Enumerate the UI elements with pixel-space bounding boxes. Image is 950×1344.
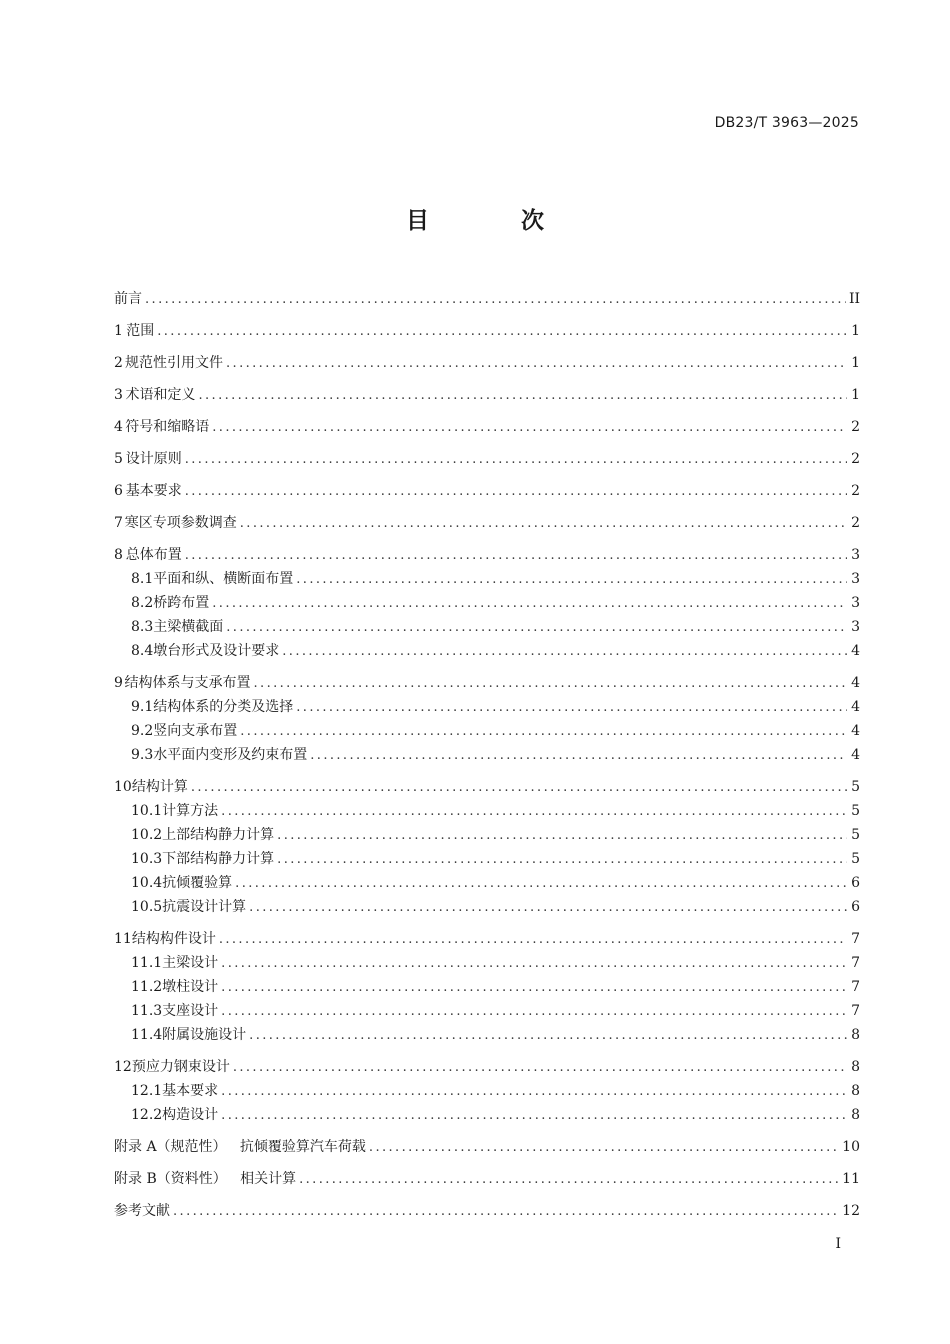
toc-entry[interactable]	[114, 447, 860, 471]
toc-entry[interactable]	[114, 975, 860, 999]
toc-entry-number: 12.2	[131, 1107, 163, 1123]
toc-dot-leader	[369, 1136, 839, 1160]
table-of-contents	[114, 287, 860, 1223]
toc-entry-page: 3	[851, 619, 860, 635]
toc-entry-page: 6	[851, 875, 860, 891]
toc-entry-page: 1	[851, 323, 860, 339]
toc-entry[interactable]	[114, 1055, 860, 1079]
toc-entry-page: 4	[851, 643, 860, 659]
toc-entry-number: 3	[114, 387, 123, 403]
toc-entry[interactable]	[114, 799, 860, 823]
toc-entry-number: 10.2	[131, 827, 163, 843]
toc-entry-page: 7	[851, 955, 860, 971]
toc-dot-leader	[310, 744, 847, 768]
toc-entry-label: 符号和缩略语	[125, 419, 210, 435]
toc-dot-leader	[235, 872, 847, 896]
toc-entry-number: 12.1	[131, 1083, 163, 1099]
toc-entry-page: 5	[851, 779, 860, 795]
toc-entry-number: 10.4	[131, 875, 163, 891]
toc-entry-number: 11.1	[131, 955, 163, 971]
toc-entry-label: 规范性引用文件	[125, 355, 223, 371]
toc-dot-leader	[226, 616, 847, 640]
toc-entry[interactable]	[114, 743, 860, 767]
toc-entry-page: 10	[842, 1139, 860, 1155]
toc-entry-label: 计算方法	[162, 803, 219, 819]
toc-entry[interactable]	[114, 951, 860, 975]
toc-entry-page: 6	[851, 899, 860, 915]
toc-entry[interactable]	[114, 415, 860, 439]
toc-dot-leader	[145, 288, 846, 312]
toc-entry-page: 3	[851, 547, 860, 563]
toc-entry-number: 8.1	[131, 571, 154, 587]
toc-entry-page: 4	[851, 747, 860, 763]
toc-entry[interactable]	[114, 615, 860, 639]
toc-dot-leader	[221, 976, 847, 1000]
toc-entry[interactable]	[114, 927, 860, 951]
toc-entry-page: 8	[851, 1083, 860, 1099]
toc-entry-label: 竖向支承布置	[153, 723, 238, 739]
toc-entry-number: 12	[114, 1059, 132, 1075]
toc-dot-leader	[249, 1024, 847, 1048]
toc-entry-number: 11.3	[131, 1003, 163, 1019]
page-number: I	[835, 1236, 841, 1252]
toc-entry-number: 1	[114, 323, 123, 339]
toc-entry-label: 前言	[114, 291, 142, 307]
toc-dot-leader	[296, 568, 847, 592]
toc-entry-label: 桥跨布置	[153, 595, 210, 611]
toc-entry-page: 2	[851, 483, 860, 499]
toc-dot-leader	[221, 800, 847, 824]
toc-entry[interactable]	[114, 479, 860, 503]
toc-entry[interactable]	[114, 999, 860, 1023]
toc-dot-leader	[233, 1056, 847, 1080]
toc-dot-leader	[173, 1200, 839, 1224]
toc-entry-number: 9.1	[131, 699, 154, 715]
toc-entry-label: 参考文献	[114, 1203, 170, 1219]
toc-entry-page: 1	[851, 355, 860, 371]
toc-entry-label: 设计原则	[125, 451, 182, 467]
toc-dot-leader	[212, 592, 847, 616]
toc-entry-label: 附录 B（资料性） 相关计算	[114, 1171, 297, 1187]
toc-entry-number: 4	[114, 419, 123, 435]
toc-entry[interactable]	[114, 1199, 860, 1223]
toc-dot-leader	[185, 480, 847, 504]
toc-entry-label: 总体布置	[125, 547, 182, 563]
toc-dot-leader	[191, 776, 847, 800]
toc-entry-page: 8	[851, 1107, 860, 1123]
toc-entry[interactable]	[114, 639, 860, 663]
toc-entry-page: 5	[851, 827, 860, 843]
toc-entry-label: 抗倾覆验算	[162, 875, 233, 891]
toc-entry[interactable]	[114, 823, 860, 847]
toc-entry-page: 12	[842, 1203, 860, 1219]
toc-dot-leader	[240, 512, 847, 536]
toc-entry-number: 10.5	[131, 899, 163, 915]
toc-entry[interactable]	[114, 1135, 860, 1159]
toc-entry-number: 6	[114, 483, 123, 499]
toc-entry-label: 结构计算	[131, 779, 188, 795]
toc-entry-label: 范围	[126, 323, 155, 339]
toc-entry-page: 4	[851, 699, 860, 715]
toc-entry-page: 11	[842, 1171, 860, 1187]
toc-dot-leader	[277, 848, 847, 872]
toc-entry-page: II	[848, 291, 860, 307]
toc-entry-label: 抗震设计计算	[162, 899, 247, 915]
toc-dot-leader	[296, 696, 847, 720]
toc-dot-leader	[157, 320, 847, 344]
toc-entry-number: 8.2	[131, 595, 154, 611]
toc-entry-number: 8.3	[131, 619, 154, 635]
toc-entry-label: 平面和纵、横断面布置	[153, 571, 294, 587]
toc-dot-leader	[221, 1080, 847, 1104]
toc-entry-number: 11	[114, 931, 132, 947]
toc-entry[interactable]	[114, 351, 860, 375]
document-code: DB23/T 3963—2025	[714, 115, 859, 131]
toc-dot-leader	[249, 896, 847, 920]
toc-dot-leader	[282, 640, 847, 664]
toc-entry-number: 9.3	[131, 747, 154, 763]
toc-entry-number: 11.4	[131, 1027, 163, 1043]
toc-entry-page: 3	[851, 571, 860, 587]
toc-entry-page: 7	[851, 1003, 860, 1019]
toc-entry-label: 寒区专项参数调查	[124, 515, 237, 531]
toc-dot-leader	[299, 1168, 839, 1192]
toc-entry-number: 9.2	[131, 723, 154, 739]
toc-entry-page: 4	[851, 675, 860, 691]
toc-entry-label: 基本要求	[125, 483, 182, 499]
toc-dot-leader	[221, 1000, 847, 1024]
toc-entry-number: 9	[114, 675, 123, 691]
toc-dot-leader	[221, 952, 847, 976]
toc-entry[interactable]	[114, 775, 860, 799]
toc-entry-label: 基本要求	[162, 1083, 219, 1099]
toc-entry-label: 支座设计	[162, 1003, 219, 1019]
toc-entry-number: 10.1	[131, 803, 163, 819]
toc-entry[interactable]	[114, 695, 860, 719]
toc-entry[interactable]	[114, 287, 860, 311]
toc-dot-leader	[221, 1104, 847, 1128]
toc-dot-leader	[277, 824, 847, 848]
toc-entry-label: 结构体系与支承布置	[124, 675, 251, 691]
toc-entry-page: 7	[851, 931, 860, 947]
toc-entry-label: 上部结构静力计算	[162, 827, 275, 843]
toc-dot-leader	[185, 448, 847, 472]
toc-entry[interactable]	[114, 1079, 860, 1103]
toc-dot-leader	[254, 672, 847, 696]
toc-entry-label: 水平面内变形及约束布置	[153, 747, 308, 763]
toc-entry-label: 预应力钢束设计	[131, 1059, 230, 1075]
toc-entry[interactable]	[114, 871, 860, 895]
toc-entry-number: 10	[114, 779, 132, 795]
toc-entry-page: 2	[851, 451, 860, 467]
toc-entry[interactable]	[114, 319, 860, 343]
toc-entry-page: 7	[851, 979, 860, 995]
toc-entry[interactable]	[114, 591, 860, 615]
toc-entry-label: 构造设计	[162, 1107, 219, 1123]
toc-entry-number: 11.2	[131, 979, 163, 995]
page-title: 目 次	[405, 208, 586, 234]
toc-entry-label: 主梁设计	[162, 955, 219, 971]
toc-entry-number: 7	[114, 515, 123, 531]
toc-dot-leader	[198, 384, 847, 408]
toc-entry[interactable]	[114, 511, 860, 535]
toc-entry-number: 2	[114, 355, 123, 371]
toc-entry-label: 结构体系的分类及选择	[153, 699, 294, 715]
toc-entry-number: 5	[114, 451, 123, 467]
toc-dot-leader	[226, 352, 847, 376]
toc-entry-label: 墩柱设计	[162, 979, 219, 995]
toc-entry-label: 附属设施设计	[162, 1027, 247, 1043]
toc-entry[interactable]	[114, 895, 860, 919]
toc-entry[interactable]	[114, 1023, 860, 1047]
toc-entry-label: 墩台形式及设计要求	[153, 643, 280, 659]
toc-entry-label: 附录 A（规范性） 抗倾覆验算汽车荷载	[114, 1139, 366, 1155]
toc-entry-page: 4	[851, 723, 860, 739]
toc-entry-page: 5	[851, 803, 860, 819]
toc-entry-page: 5	[851, 851, 860, 867]
toc-entry[interactable]	[114, 543, 860, 567]
toc-entry-page: 1	[851, 387, 860, 403]
toc-entry-page: 2	[851, 515, 860, 531]
toc-entry[interactable]	[114, 671, 860, 695]
toc-dot-leader	[212, 416, 847, 440]
toc-entry[interactable]	[114, 847, 860, 871]
toc-entry-page: 2	[851, 419, 860, 435]
toc-dot-leader	[240, 720, 847, 744]
toc-entry[interactable]	[114, 1167, 860, 1191]
toc-entry[interactable]	[114, 383, 860, 407]
toc-dot-leader	[219, 928, 847, 952]
toc-entry-page: 8	[851, 1059, 860, 1075]
toc-entry-label: 术语和定义	[125, 387, 196, 403]
toc-entry-page: 3	[851, 595, 860, 611]
toc-entry-page: 8	[851, 1027, 860, 1043]
toc-entry-label: 主梁横截面	[153, 619, 224, 635]
toc-entry-number: 8	[114, 547, 123, 563]
toc-entry-number: 10.3	[131, 851, 163, 867]
toc-entry-label: 下部结构静力计算	[162, 851, 275, 867]
toc-entry[interactable]	[114, 1103, 860, 1127]
toc-dot-leader	[185, 544, 847, 568]
toc-entry-number: 8.4	[131, 643, 154, 659]
toc-entry-label: 结构构件设计	[131, 931, 216, 947]
toc-entry[interactable]	[114, 719, 860, 743]
toc-entry[interactable]	[114, 567, 860, 591]
